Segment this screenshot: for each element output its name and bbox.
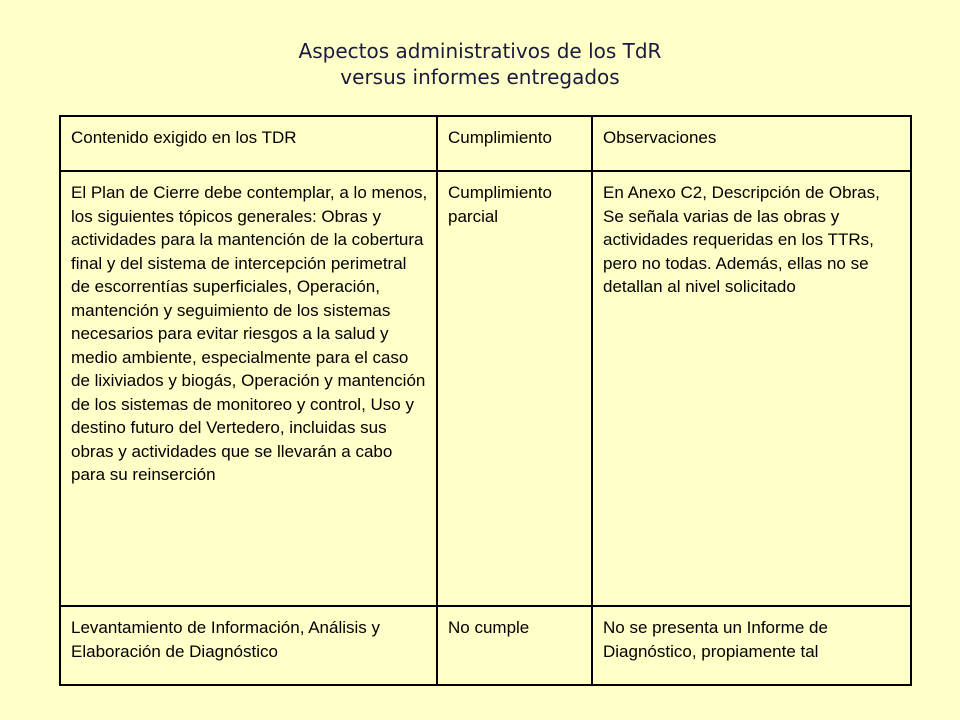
header-cell-contenido: Contenido exigido en los TDR (60, 116, 437, 171)
table-cell-cumplimiento: No cumple (437, 606, 592, 685)
table-header-row (60, 116, 911, 171)
table-cell-contenido: El Plan de Cierre debe contemplar, a lo menos, los siguientes tópicos generales: Obras y actividades para la mantención de la cobertura final y del sistema de intercepción perimetral de escorrentías superficiales, Operación, mantención y seguimiento de los sistemas necesarios para evitar riesgos a la salud y medio ambiente, especialmente para el caso de lixiviados y biogás, Operación y mantención de los sistemas de monitoreo y control, Uso y destino futuro del Vertedero, incluidas sus obras y actividades que se llevarán a cabo para su reinserción (60, 171, 437, 606)
slide-title-line-2: versus informes entregados (340, 65, 620, 89)
table-cell-observaciones: No se presenta un Informe de Diagnóstico, propiamente tal (592, 606, 911, 685)
requirements-table (59, 115, 912, 686)
slide-title (0, 38, 960, 90)
table-cell-cumplimiento: Cumplimiento parcial (437, 171, 592, 606)
header-cell-cumplimiento: Cumplimiento (437, 116, 592, 171)
table-row (60, 171, 911, 606)
table-row (60, 606, 911, 685)
table-cell-contenido: Levantamiento de Información, Análisis y Elaboración de Diagnóstico (60, 606, 437, 685)
header-cell-observaciones: Observaciones (592, 116, 911, 171)
slide-title-line-1: Aspectos administrativos de los TdR (298, 39, 662, 63)
table-cell-observaciones: En Anexo C2, Descripción de Obras, Se señala varias de las obras y actividades requeridas en los TTRs, pero no todas. Además, ellas no se detallan al nivel solicitado (592, 171, 911, 606)
